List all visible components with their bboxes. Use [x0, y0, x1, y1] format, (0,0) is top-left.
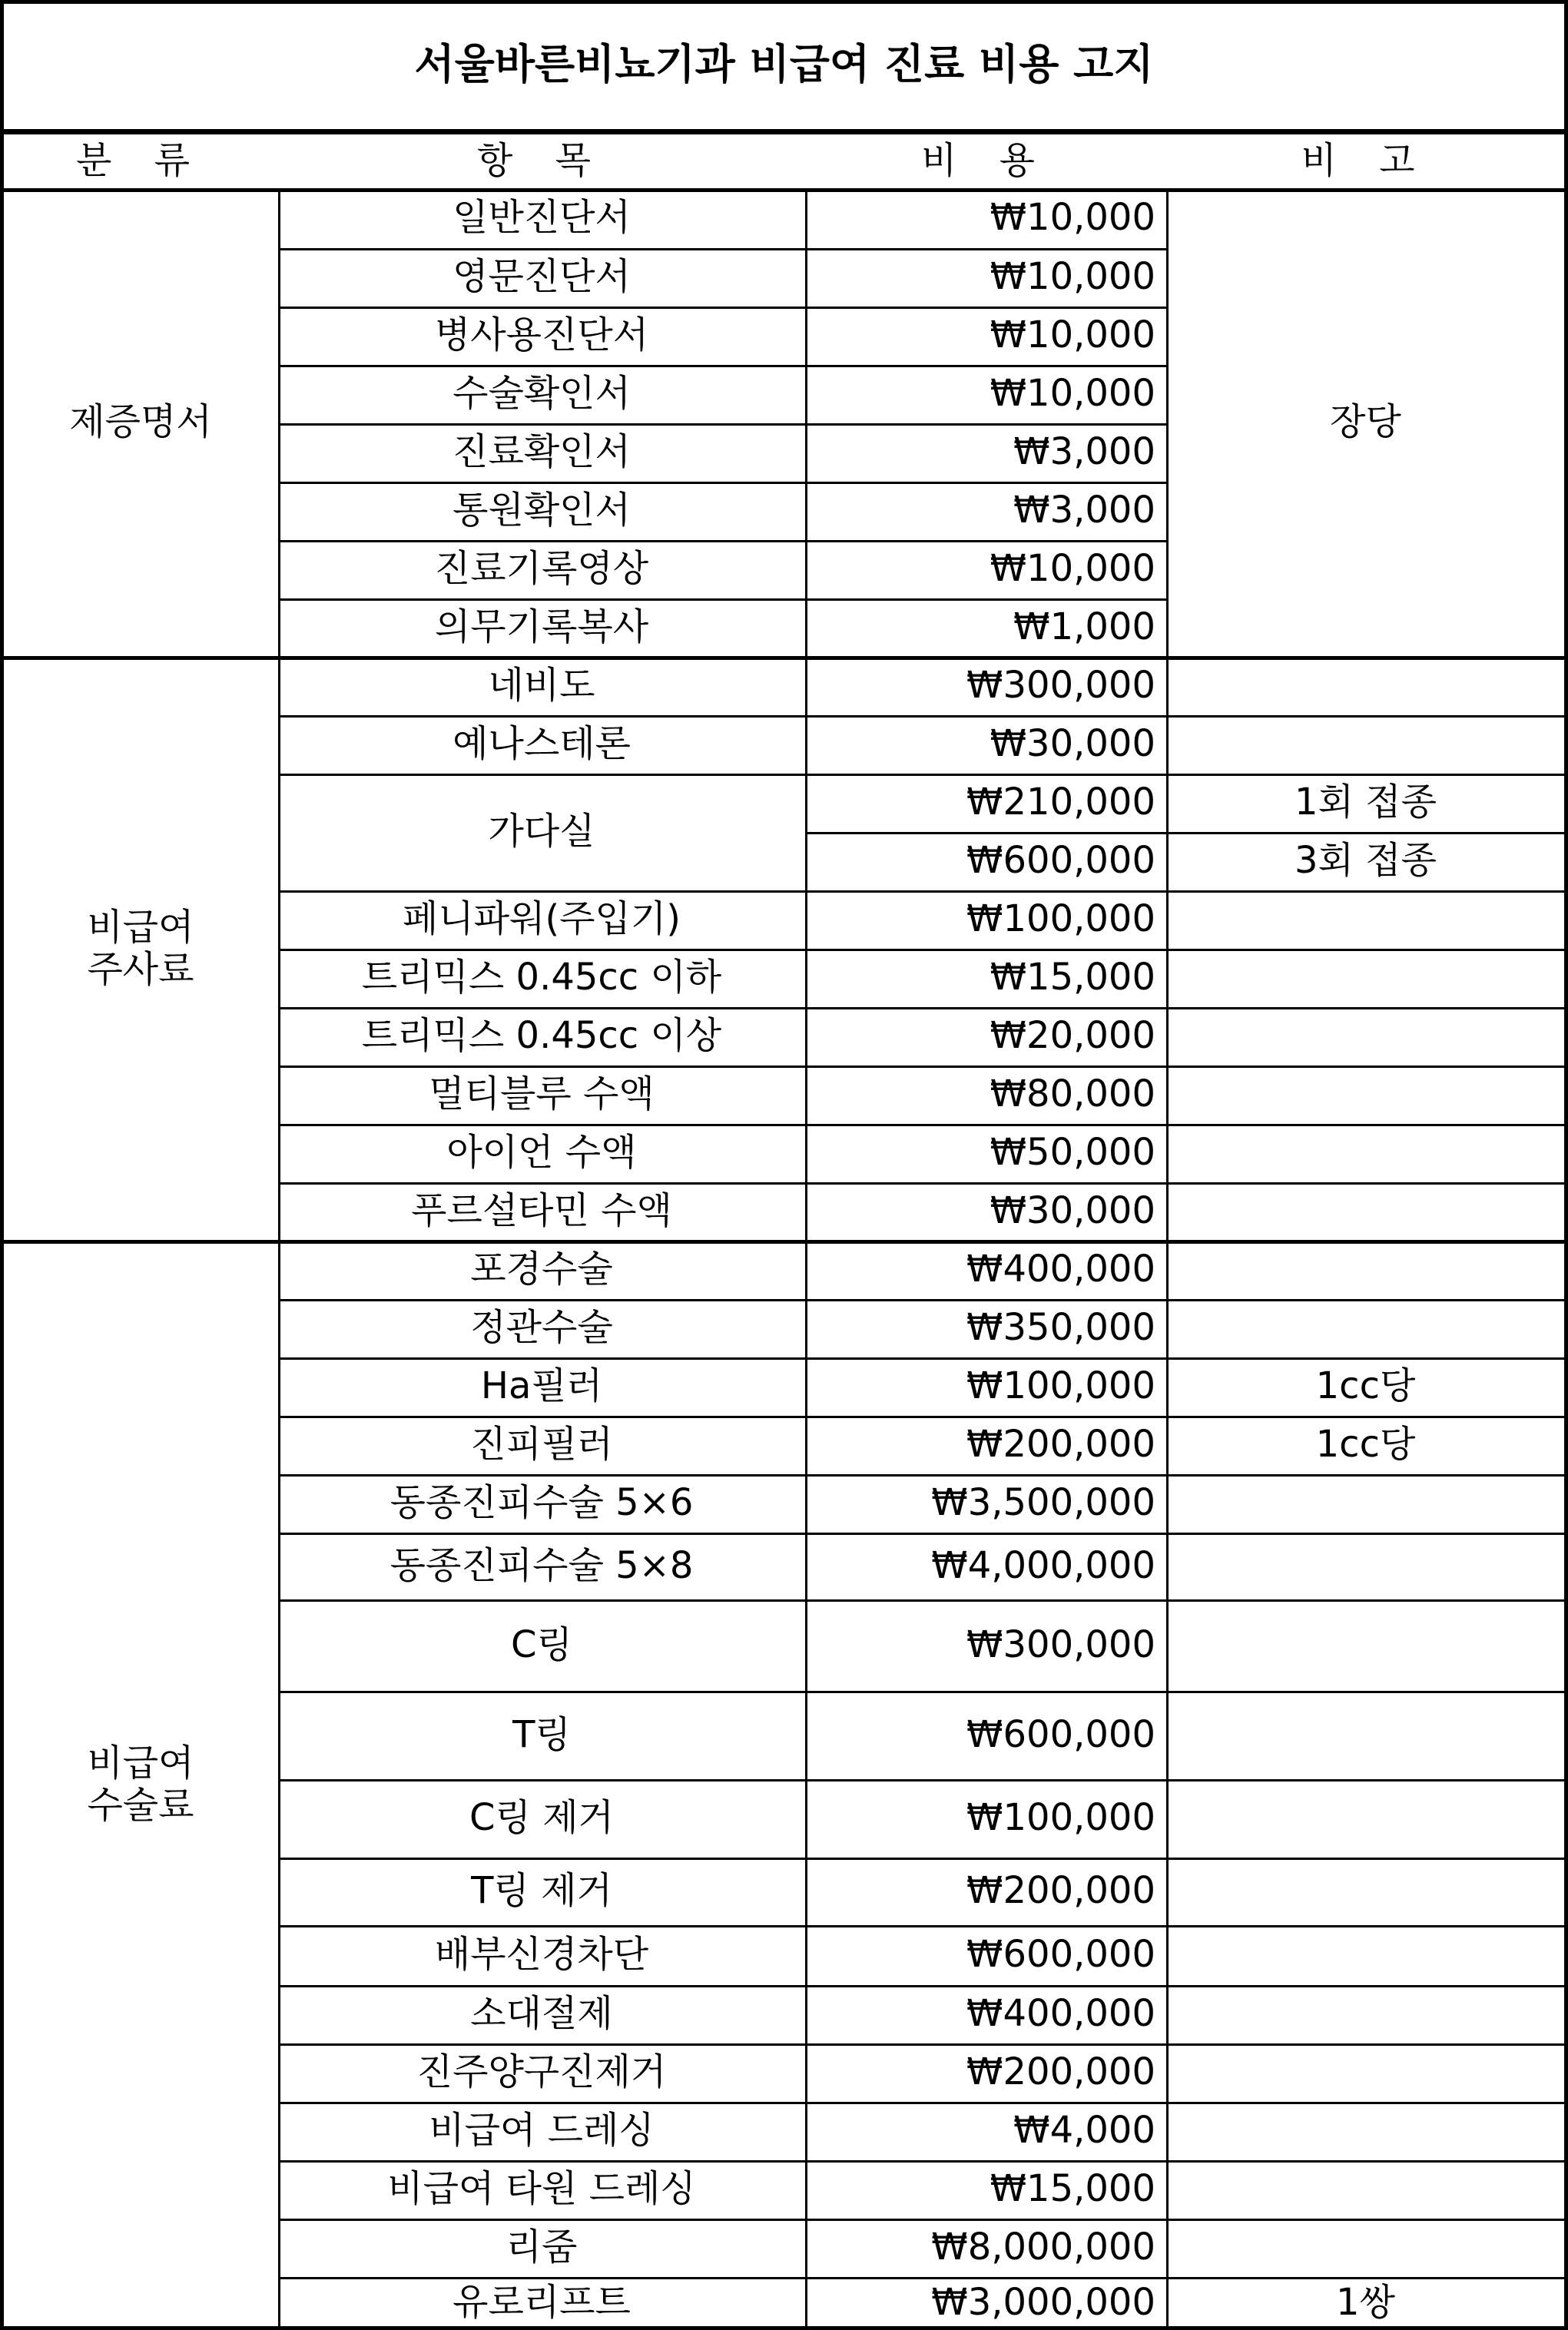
grid-line: [278, 1066, 805, 1068]
grid-line: [805, 1533, 1166, 1535]
grid-line: [805, 365, 1166, 367]
item-name: 일반진단서: [452, 196, 631, 240]
item-name: 진료기록영상: [434, 547, 649, 591]
item-note: [1166, 1779, 1565, 1858]
category-label: 수술료: [87, 1784, 194, 1827]
item-name: 영문진단서: [452, 255, 631, 299]
grid-line: [278, 2277, 805, 2279]
item-name: C링 제거: [469, 1796, 614, 1840]
grid-line: [278, 540, 805, 542]
grid-line: [1166, 2102, 1565, 2104]
grid-line: [1166, 2277, 1565, 2279]
item-note: [1166, 1182, 1565, 1241]
grid-line: [278, 2102, 805, 2104]
grid-line: [278, 1925, 805, 1927]
grid-line: [1166, 1533, 1565, 1535]
grid-line: [805, 1299, 1166, 1301]
item-name: 동종진피수술 5×6: [390, 1481, 694, 1525]
grid-line: [0, 1240, 1568, 1244]
item-name: 소대절제: [470, 1992, 613, 2036]
grid-line: [805, 1691, 1166, 1693]
grid-line: [805, 540, 1166, 542]
grid-line: [278, 1357, 805, 1360]
item-cost: ₩200,000: [966, 1869, 1155, 1913]
grid-line: [1166, 832, 1565, 834]
header-category: 분 류: [76, 138, 205, 182]
grid-line: [278, 774, 805, 776]
grid-line: [1166, 1925, 1565, 1927]
item-cost: ₩210,000: [966, 781, 1155, 824]
item-note: [1166, 1066, 1565, 1124]
item-note: [1166, 1124, 1565, 1182]
grid-line: [278, 307, 805, 309]
category-cell: [3, 1241, 278, 2328]
grid-line: [278, 890, 805, 893]
grid-line: [278, 598, 805, 601]
item-note: [1166, 715, 1565, 774]
item-name: 수술확인서: [452, 372, 631, 416]
item-cost: ₩3,000: [1013, 430, 1155, 474]
item-cost: ₩10,000: [990, 255, 1155, 299]
item-cost: ₩350,000: [966, 1306, 1155, 1350]
grid-line: [805, 890, 1166, 893]
item-cost: ₩300,000: [966, 664, 1155, 708]
grid-line: [805, 482, 1166, 484]
item-note: [1166, 1985, 1565, 2043]
grid-line: [278, 2160, 805, 2163]
item-note: [1166, 1299, 1565, 1357]
item-name: 아이언 수액: [446, 1131, 637, 1175]
grid-line: [805, 774, 1166, 776]
item-note: [1166, 949, 1565, 1007]
grid-line: [278, 2219, 805, 2221]
header-note: 비 고: [1301, 138, 1430, 182]
grid-line: [0, 656, 1568, 660]
item-cost: ₩300,000: [966, 1622, 1155, 1666]
item-name: 통원확인서: [452, 489, 631, 532]
grid-line: [1166, 1124, 1565, 1126]
item-name: 포경수술: [470, 1248, 613, 1291]
grid-line: [1166, 2043, 1565, 2046]
grid-line: [278, 1474, 805, 1477]
item-name: 트리믹스 0.45cc 이상: [361, 1014, 722, 1058]
item-note: [1166, 1474, 1565, 1533]
item-note: 1cc당: [1315, 1423, 1416, 1467]
grid-line: [278, 1416, 805, 1418]
grid-line: [805, 248, 1166, 250]
grid-line: [805, 1182, 1166, 1185]
item-name: 트리믹스 0.45cc 이하: [361, 956, 722, 999]
item-note: 3회 접종: [1295, 839, 1437, 883]
item-cost: ₩10,000: [990, 313, 1155, 357]
grid-line: [278, 949, 805, 951]
grid-line: [805, 2043, 1166, 2046]
grid-line: [805, 1007, 1166, 1009]
grid-line: [278, 1599, 805, 1602]
category-label: 제증명서: [69, 400, 212, 444]
item-note: [1166, 890, 1565, 949]
grid-line: [805, 1925, 1166, 1927]
item-name: 유로리프트: [452, 2280, 631, 2324]
item-note: [1166, 1858, 1565, 1925]
grid-line: [805, 598, 1166, 601]
item-name: 비급여 타원 드레싱: [387, 2167, 696, 2211]
grid-line: [1166, 1007, 1565, 1009]
item-cost: ₩4,000: [1013, 2109, 1155, 2153]
item-cost: ₩20,000: [990, 1014, 1155, 1058]
grid-line: [805, 423, 1166, 426]
grid-line: [278, 1691, 805, 1693]
item-cost: ₩3,000,000: [931, 2280, 1155, 2324]
category-label: 비급여: [87, 1741, 194, 1785]
grid-line: [278, 248, 805, 250]
item-note: [1166, 1241, 1565, 1299]
item-cost: ₩4,000,000: [931, 1543, 1155, 1587]
grid-line: [805, 1858, 1166, 1860]
item-name: 비급여 드레싱: [429, 2109, 655, 2153]
item-cost: ₩200,000: [966, 2050, 1155, 2094]
item-cost: ₩400,000: [966, 1992, 1155, 2036]
item-cost: ₩10,000: [990, 196, 1155, 240]
item-name: Ha필러: [480, 1364, 603, 1408]
grid-line: [805, 949, 1166, 951]
grid-line: [278, 1985, 805, 1987]
item-cost: ₩600,000: [966, 1712, 1155, 1756]
grid-line: [805, 2219, 1166, 2221]
item-name: 네비도: [488, 664, 595, 708]
item-cost: ₩50,000: [990, 1131, 1155, 1175]
item-name: 정관수술: [470, 1306, 613, 1350]
grid-line: [805, 1066, 1166, 1068]
grid-line: [805, 1474, 1166, 1477]
item-cost: ₩600,000: [966, 839, 1155, 883]
item-cost: ₩100,000: [966, 1796, 1155, 1840]
grid-line: [1166, 1357, 1565, 1360]
grid-line: [805, 2102, 1166, 2104]
grid-line: [1166, 2160, 1565, 2163]
item-name: 병사용진단서: [434, 313, 649, 357]
grid-line: [1166, 1416, 1565, 1418]
grid-line: [1166, 949, 1565, 951]
item-cost: ₩15,000: [990, 956, 1155, 999]
item-note: [1166, 657, 1565, 715]
grid-line: [1166, 2219, 1565, 2221]
category-label: 비급여: [87, 905, 194, 949]
item-name: 진피필러: [470, 1423, 613, 1467]
grid-line: [805, 1779, 1166, 1781]
grid-line: [278, 482, 805, 484]
grid-line: [1166, 1066, 1565, 1068]
item-name: 진주양구진제거: [416, 2050, 667, 2094]
item-cost: ₩15,000: [990, 2167, 1155, 2211]
grid-line: [1166, 715, 1565, 718]
grid-line: [805, 1599, 1166, 1602]
grid-line: [278, 423, 805, 426]
header-cost: 비 용: [921, 138, 1050, 182]
grid-line: [805, 832, 1166, 834]
item-cost: ₩10,000: [990, 547, 1155, 591]
grid-line: [278, 1182, 805, 1185]
item-cost: ₩200,000: [966, 1423, 1155, 1467]
item-name: 푸르설타민 수액: [411, 1189, 672, 1233]
item-name: 진료확인서: [452, 430, 631, 474]
item-cost: ₩1,000: [1013, 605, 1155, 649]
item-note: [1166, 1691, 1565, 1779]
item-note: 1회 접종: [1295, 781, 1437, 824]
item-cost: ₩100,000: [966, 1364, 1155, 1408]
grid-line: [278, 2043, 805, 2046]
grid-line: [278, 365, 805, 367]
category-label: 주사료: [87, 948, 194, 991]
category-cell: [3, 188, 278, 657]
grid-line: [805, 2160, 1166, 2163]
section-note: 장당: [1330, 400, 1401, 444]
item-cost: ₩600,000: [966, 1933, 1155, 1977]
grid-line: [1166, 1691, 1565, 1693]
item-note: [1166, 1007, 1565, 1066]
grid-line: [278, 1124, 805, 1126]
item-name: T링 제거: [471, 1869, 612, 1913]
grid-line: [1166, 890, 1565, 893]
grid-line: [1166, 1474, 1565, 1477]
item-name: 리줌: [506, 2226, 578, 2269]
grid-line: [1166, 1299, 1565, 1301]
category-cell: [3, 657, 278, 1241]
item-name: 배부신경차단: [434, 1933, 649, 1977]
grid-line: [278, 1533, 805, 1535]
item-name: C링: [511, 1622, 572, 1666]
grid-line: [1166, 1858, 1565, 1860]
item-note: [1166, 1533, 1565, 1599]
item-name: 의무기록복사: [434, 605, 649, 649]
item-cost: ₩3,000: [1013, 489, 1155, 532]
item-note: [1166, 2102, 1565, 2160]
item-note: [1166, 1925, 1565, 1985]
grid-line: [805, 715, 1166, 718]
item-cost: ₩100,000: [966, 897, 1155, 941]
item-cost: ₩30,000: [990, 1189, 1155, 1233]
item-note: [1166, 2160, 1565, 2219]
item-name: 가다실: [488, 810, 595, 853]
item-note: 1cc당: [1315, 1364, 1416, 1408]
item-cost: ₩3,500,000: [931, 1481, 1155, 1525]
item-cost: ₩80,000: [990, 1072, 1155, 1116]
item-name: 멀티블루 수액: [429, 1072, 655, 1116]
grid-line: [805, 307, 1166, 309]
grid-line: [278, 1007, 805, 1009]
grid-line: [805, 1985, 1166, 1987]
item-name: T링: [512, 1712, 571, 1756]
grid-line: [1166, 1599, 1565, 1602]
item-cost: ₩10,000: [990, 372, 1155, 416]
grid-line: [278, 1299, 805, 1301]
item-name: 예나스테론: [452, 722, 631, 766]
grid-line: [278, 1858, 805, 1860]
grid-line: [1166, 1779, 1565, 1781]
grid-line: [805, 1357, 1166, 1360]
item-name: 동종진피수술 5×8: [390, 1543, 694, 1587]
header-item: 항 목: [477, 138, 606, 182]
grid-line: [805, 1124, 1166, 1126]
item-note: [1166, 1599, 1565, 1691]
grid-line: [1166, 1985, 1565, 1987]
item-cost: ₩8,000,000: [931, 2226, 1155, 2269]
item-note: [1166, 2219, 1565, 2277]
item-name: 페니파워(주입기): [402, 897, 681, 941]
item-cost: ₩30,000: [990, 722, 1155, 766]
grid-line: [1166, 1182, 1565, 1185]
grid-line: [1166, 774, 1565, 776]
grid-line: [278, 1779, 805, 1781]
item-note: 1쌍: [1336, 2280, 1395, 2324]
page-title: 서울바른비뇨기과 비급여 진료 비용 고지: [414, 39, 1154, 88]
grid-line: [278, 715, 805, 718]
item-cost: ₩400,000: [966, 1248, 1155, 1291]
item-note: [1166, 2043, 1565, 2102]
grid-line: [805, 2277, 1166, 2279]
grid-line: [805, 1416, 1166, 1418]
